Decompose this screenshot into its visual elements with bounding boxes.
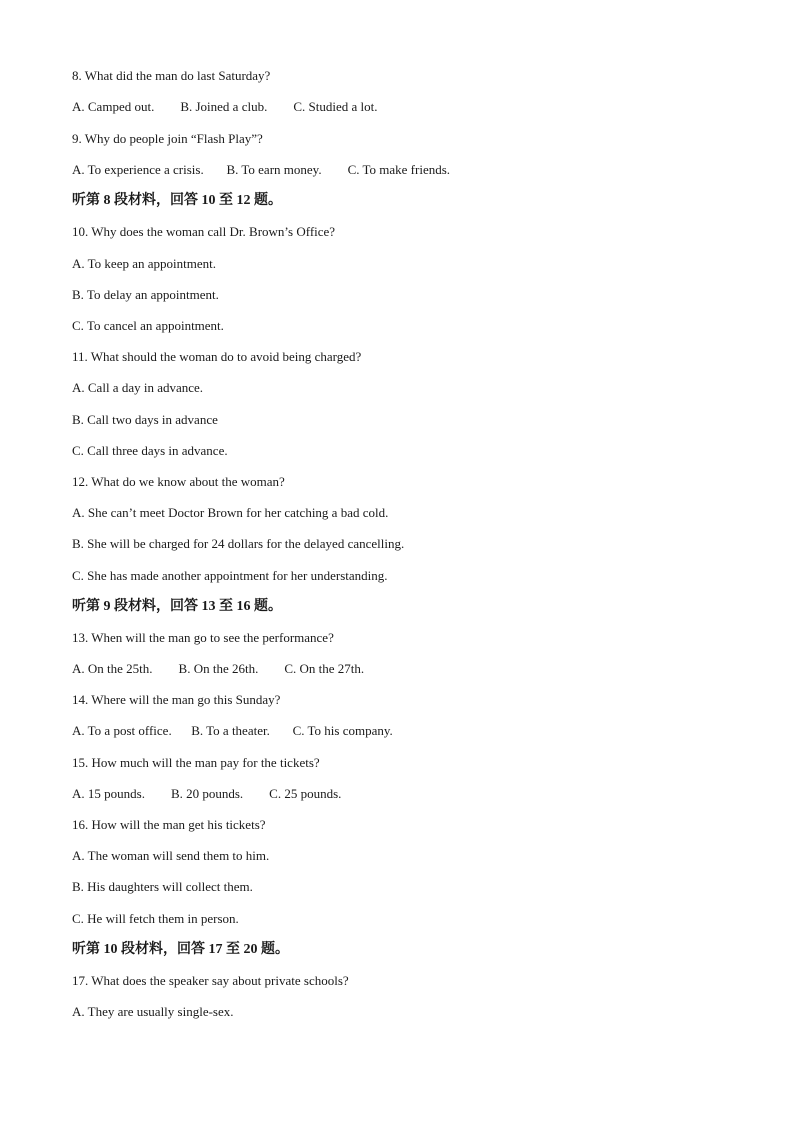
question-14-options: A. To a post office. B. To a theater. C. To his company. bbox=[72, 723, 393, 738]
question-9-options: A. To experience a crisis. B. To earn money. C. To make friends. bbox=[72, 162, 451, 177]
question-12-option-a: A. She can’t meet Doctor Brown for her catching a bad cold. bbox=[72, 505, 389, 520]
question-11-option-a: A. Call a day in advance. bbox=[72, 380, 204, 395]
question-13-options: A. On the 25th. B. On the 26th. C. On the 27th. bbox=[72, 661, 365, 676]
question-10-option-c: C. To cancel an appointment. bbox=[72, 318, 224, 333]
question-16-option-b: B. His daughters will collect them. bbox=[72, 879, 253, 894]
question-12-option-c: C. She has made another appointment for her understanding. bbox=[72, 568, 388, 583]
question-9: 9. Why do people join “Flash Play”? bbox=[72, 131, 263, 146]
question-8-options: A. Camped out. B. Joined a club. C. Studied a lot. bbox=[72, 99, 378, 114]
question-10-option-b: B. To delay an appointment. bbox=[72, 287, 219, 302]
question-11-option-c: C. Call three days in advance. bbox=[72, 443, 228, 458]
question-11-option-b: B. Call two days in advance bbox=[72, 412, 218, 427]
section-heading-9: 听第 9 段材料，回答 13 至 16 题。 bbox=[72, 599, 282, 614]
question-8: 8. What did the man do last Saturday? bbox=[72, 68, 271, 83]
question-12-option-b: B. She will be charged for 24 dollars for the delayed cancelling. bbox=[72, 536, 405, 551]
question-10: 10. Why does the woman call Dr. Brown’s Office? bbox=[72, 224, 336, 239]
question-14: 14. Where will the man go this Sunday? bbox=[72, 692, 281, 707]
question-13: 13. When will the man go to see the performance? bbox=[72, 630, 334, 645]
question-11: 11. What should the woman do to avoid being charged? bbox=[72, 349, 362, 364]
section-heading-10: 听第 10 段材料，回答 17 至 20 题。 bbox=[72, 942, 289, 957]
question-16: 16. How will the man get his tickets? bbox=[72, 817, 266, 832]
question-16-option-c: C. He will fetch them in person. bbox=[72, 911, 239, 926]
question-17-option-a: A. They are usually single-sex. bbox=[72, 1004, 234, 1019]
question-16-option-a: A. The woman will send them to him. bbox=[72, 848, 270, 863]
question-15: 15. How much will the man pay for the tickets? bbox=[72, 755, 320, 770]
question-10-option-a: A. To keep an appointment. bbox=[72, 256, 216, 271]
question-12: 12. What do we know about the woman? bbox=[72, 474, 285, 489]
question-17: 17. What does the speaker say about private schools? bbox=[72, 973, 349, 988]
question-15-options: A. 15 pounds. B. 20 pounds. C. 25 pounds. bbox=[72, 786, 342, 801]
section-heading-8: 听第 8 段材料，回答 10 至 12 题。 bbox=[72, 193, 282, 208]
